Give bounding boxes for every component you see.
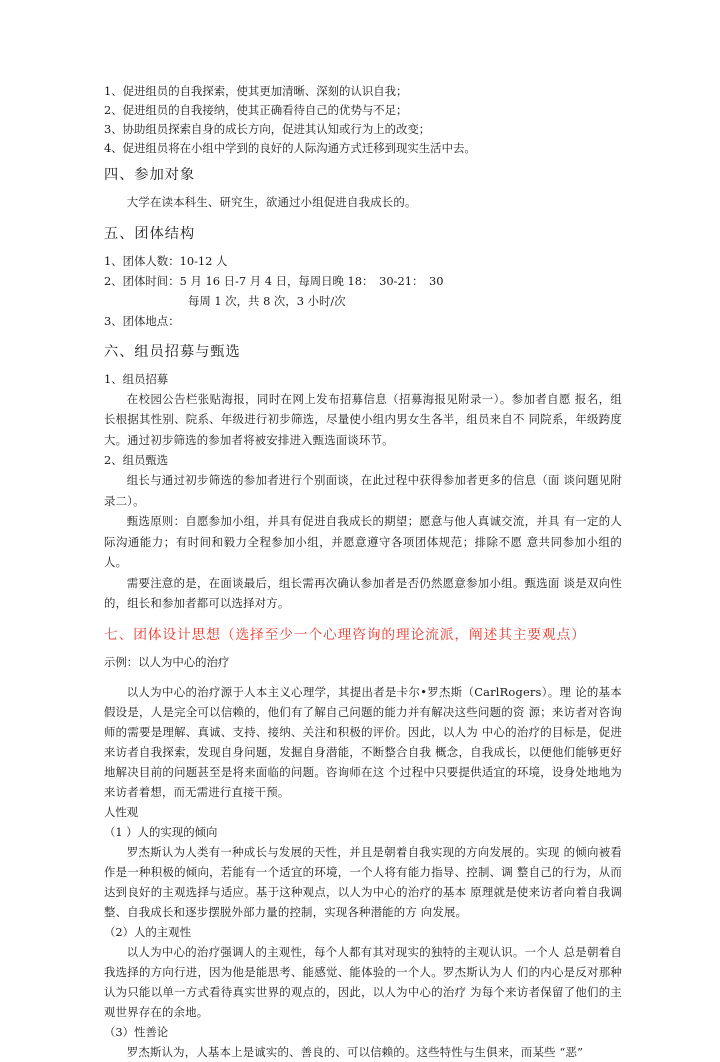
document-page — [104, 82, 622, 1062]
section-5-heading: 五、团体结构 — [104, 225, 196, 242]
point-1-title: （1 ）人的实现的倾向 — [104, 824, 218, 839]
point-2-text: 以人为中心的治疗强调人的主观性，每个人都有其对现实的独特的主观认识。一个人 总是朝着自我选择的方向行进，因为他是能思考、能感觉、能体验的一个人。罗杰斯认为人 们的内心是反对那种认为只能以单一方式看待真实世界的观点的，因此，以人为中心的治疗 为每个来访者保留了他们的主观世界存在的余地。 — [104, 944, 622, 1019]
point-2-title: （2）人的主观性 — [104, 924, 191, 939]
recruit-title: 1、组员招募 — [104, 371, 169, 386]
example-title: 示例：以人为中心的治疗 — [104, 654, 230, 669]
goal-item: 3、协助组员探索自身的成长方向，促进其认知或行为上的改变； — [104, 122, 431, 136]
section-6-heading: 六、组员招募与甄选 — [104, 343, 241, 360]
point-1-text: 罗杰斯认为人类有一种成长与发展的天性，并且是朝着自我实现的方向发展的。实现 的倾向被看作是一种积极的倾向，若能有一个适宜的环境，一个人将有能力指导、控制、调 整自己的行为，从而达到良好的主观选择与适应。基于这种观点，以人为中心的治疗的基本 原理就是使来访者向着自我调整、自我成长和逐步摆脱外部力量的控制，实现各种潜能的方 向发展。 — [104, 844, 622, 919]
goal-item: 2、促进组员的自我接纳，使其正确看待自己的优势与不足； — [104, 103, 408, 117]
recruit-text: 在校园公告栏张贴海报，同时在网上发布招募信息（招募海报见附录一）。参加者自愿 报名，组长根据其性别、院系、年级进行初步筛选，尽量使小组内男女生各半，组员来自不 同院系，年级跨度大。通过初步筛选的参加者将被安排进入甄选面谈环节。 — [104, 391, 622, 447]
selection-title: 2、组员甄选 — [104, 453, 169, 467]
section-4-text: 大学在读本科生、研究生，欲通过小组促进自我成长的。 — [126, 195, 417, 209]
selection-text-1: 组长与通过初步筛选的参加者进行个别面谈，在此过程中获得参加者更多的信息（面 谈问题见附录二）。 — [104, 473, 622, 508]
point-3-title: （3）性善论 — [104, 1024, 169, 1039]
section-4-heading: 四、参加对象 — [104, 167, 196, 183]
group-location: 3、团体地点： — [104, 313, 180, 328]
goals-list — [104, 82, 622, 158]
theory-intro: 以人为中心的治疗源于人本主义心理学，其提出者是卡尔•罗杰斯（CarlRogers）。理 论的基本假设是，人是完全可以信赖的，他们有了解自己问题的能力并有解决这些问题的资 源；来访者对咨询师的需要是理解、真诚、支持、接纳、关注和积极的评价。因此，以人为 中心的治疗的目标是，促进来访者自我探索，发现自身问题，发掘自身潜能，不断整合自我 概念，自我成长，以便他们能够更好地解决目前的问题甚至是将来面临的问题。咨询师在这 个过程中只要提供适宜的环境，设身处地地为来访者着想，而无需进行直接干预。 — [104, 684, 622, 799]
goal-item: 4、促进组员将在小组中学到的良好的人际沟通方式迁移到现实生活中去。 — [104, 141, 476, 155]
selection-text-2: 甄选原则：自愿参加小组，并具有促进自我成长的期望；愿意与他人真诚交流，并具 有一定的人际沟通能力；有时间和毅力全程参加小组，并愿意遵守各项团体规范；排除不愿 意共同参加小组的人。 — [104, 514, 622, 569]
group-size: 1、团体人数：10-12 人 — [104, 253, 228, 268]
group-time: 2、团体时间：5 月 16 日-7 月 4 日，每周日晚 18： 30-21： 30 — [104, 273, 444, 288]
point-3-text: 罗杰斯认为，人基本上是诚实的、善良的、可以信赖的。这些特性与生俱来，而某些 “恶” — [126, 1044, 584, 1059]
group-frequency: 每周 1 次，共 8 次，3 小时/次 — [188, 293, 346, 308]
selection-text-3: 需要注意的是，在面谈最后，组长需再次确认参加者是否仍然愿意参加小组。甄选面 谈是双向性的，组长和参加者都可以选择对方。 — [104, 575, 622, 610]
human-view-heading: 人性观 — [104, 804, 139, 819]
goal-item: 1、促进组员的自我探索，使其更加清晰、深刻的认识自我； — [104, 84, 408, 98]
section-7-heading: 七、团体设计思想（选择至少一个心理咨询的理论流派，阐述其主要观点） — [104, 626, 586, 643]
